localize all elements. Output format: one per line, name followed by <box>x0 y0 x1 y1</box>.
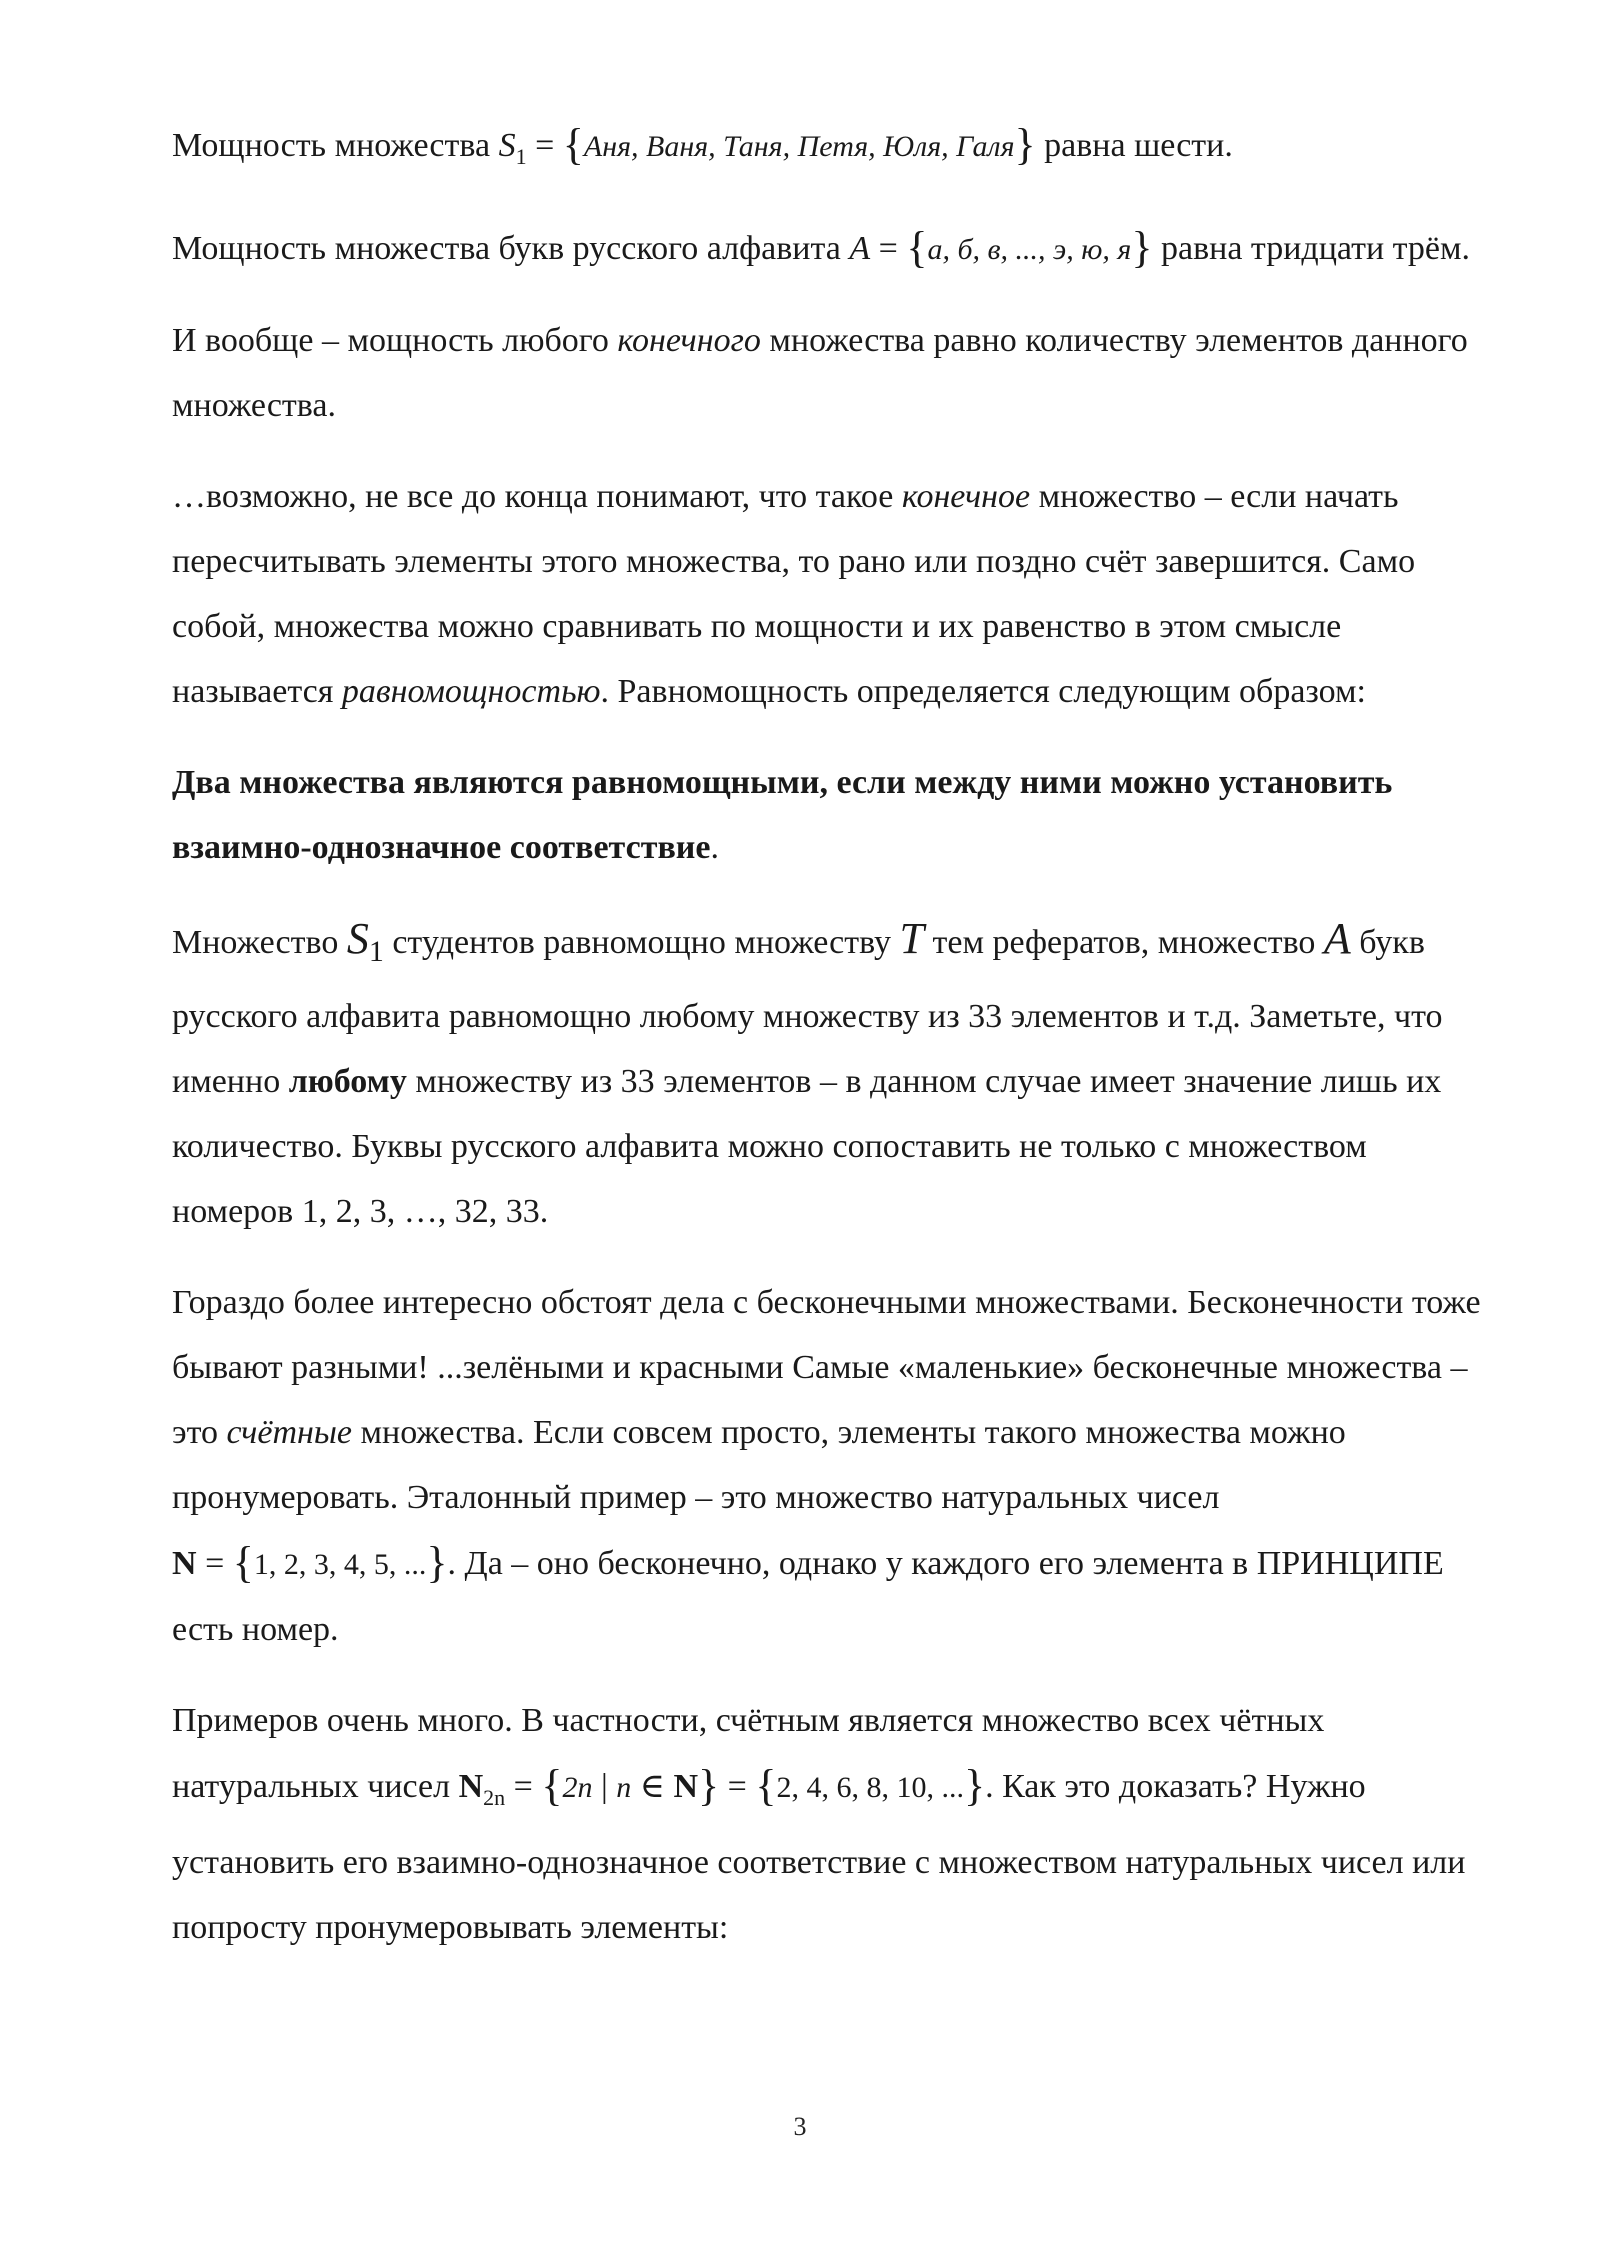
paragraph-alphabet-cardinality: Мощность множества букв русского алфавита A = {а, б, в, ..., э, ю, я} равна тридцати трём. <box>172 223 1471 272</box>
paragraph-finite-set-explanation: …возможно, не все до конца понимают, что такое конечное множество – если начать пересчитывать элементы этого множества, то рано или поздно счёт завершится. Само собой, множества можно сравнивать по мощности и их равенство в этом смысле называется равномощностью. Равномощность определяется следующим образом: <box>172 478 1416 710</box>
variable-a: A <box>1323 914 1351 963</box>
paragraph-equipotent-examples: Множество $S_1$ студентов равномощно множеству T тем рефератов, множество A букв русского алфавита равномощно любому множеству из 33 элементов и т.д. Заметьте, что именно любому множеству из 33 элементов – в данном случае имеет значение лишь их количество. Буквы русского алфавита можно сопоставить не только с множеством номеров 1, 2, 3, …, 32, 33. <box>172 914 1443 1230</box>
variable-t: T <box>899 914 925 963</box>
emphasis-konechnogo: конечного <box>617 322 761 359</box>
paragraph-definition-equipotent: Два множества являются равномощными, если между ними можно установить взаимно-однозначное соответствие. <box>172 764 1393 866</box>
emphasis-ravnomoshchnostyu: равномощностью <box>341 673 601 710</box>
emphasis-konechnoe: конечное <box>901 478 1031 515</box>
document-body <box>172 112 1482 1986</box>
paragraph-finite-set-cardinality: И вообще – мощность любого конечного множества равно количеству элементов данного множества. <box>172 322 1468 424</box>
formula-even-numbers: $N_{2n} = \{2n$ | n ∈ N} = {2, 4, 6, 8, 10, ...} <box>458 1761 986 1810</box>
formula-alphabet-set: A = {а, б, в, ..., э, ю, я} <box>849 223 1153 272</box>
paragraph-countable-sets: Гораздо более интересно обстоят дела с бесконечными множествами. Бесконечности тоже бывают разными! ...зелёными и красными Самые «маленькие» бесконечные множества – это счётные множества. Если совсем просто, элементы такого множества можно пронумеровать. Эталонный пример – это множество натуральных чисел N = {1, 2, 3, 4, 5, ...}. Да – оно бесконечно, однако у каждого его элемента в ПРИНЦИПЕ есть номер. <box>172 1284 1481 1648</box>
page-number: 3 <box>793 2112 807 2141</box>
formula-s1: $S_1 = \{Аня$, Ваня, Таня, Петя, Юля, Галя} <box>498 120 1036 169</box>
paragraph-set-s1-cardinality: Мощность множества $S_1 = \{Аня$, Ваня, Таня, Петя, Юля, Галя} равна шести. <box>172 120 1233 169</box>
emphasis-lyubomu: любому <box>288 1063 407 1100</box>
variable-s1: $S_1$ <box>346 914 384 968</box>
definition-text: Два множества являются равномощными, если между ними можно установить взаимно-однозначное соответствие <box>172 764 1393 866</box>
paragraph-even-numbers: Примеров очень много. В частности, счётным является множество всех чётных натуральных чисел $N_{2n} = \{2n$ | n ∈ N} = {2, 4, 6, 8, 10, ...}. Как это доказать? Нужно установить его взаимно-однозначное соответствие с множеством натуральных чисел или попросту пронумеровывать элементы: <box>172 1702 1466 1946</box>
emphasis-schyotnye: счётные <box>226 1414 353 1451</box>
formula-natural-numbers: N = {1, 2, 3, 4, 5, ...} <box>172 1538 448 1587</box>
